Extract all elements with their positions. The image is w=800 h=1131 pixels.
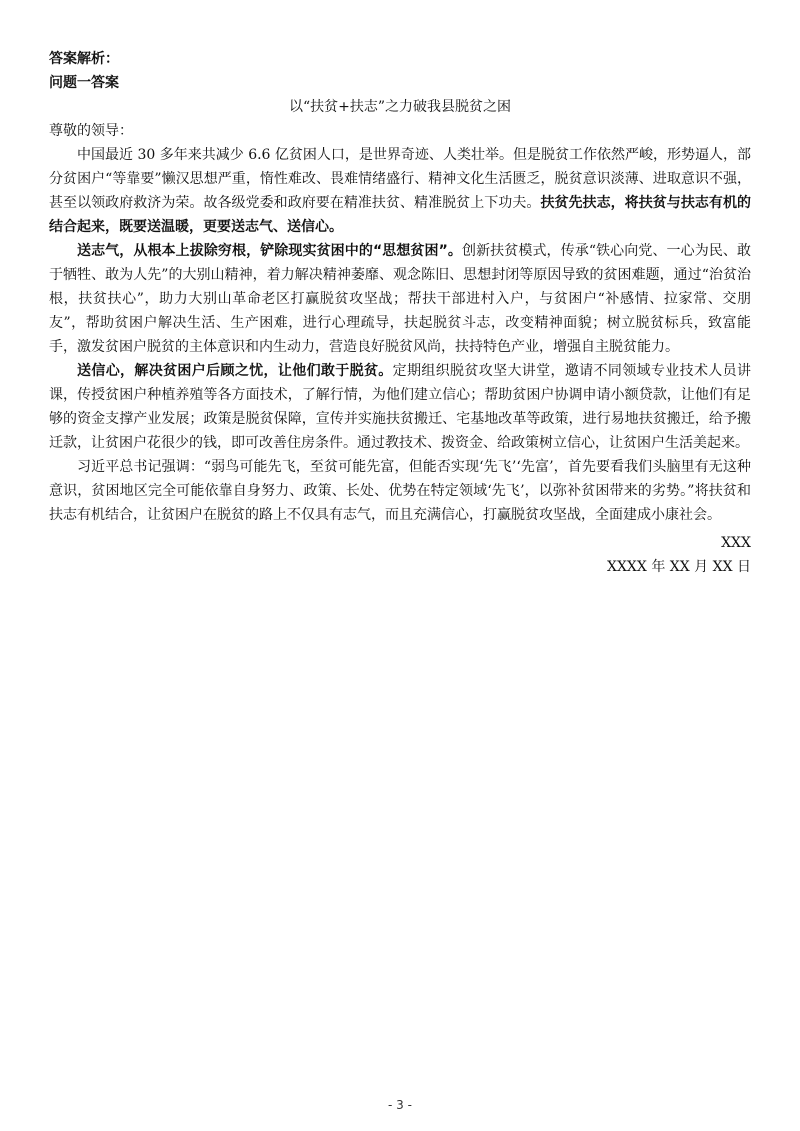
- paragraph-1: [49, 143, 751, 239]
- paragraph-1-text: 中国最近 30 多年来共减少 6.6 亿贫困人口，是世界奇迹、人类壮举。但是脱贫工作依然严峻，形势逼人，部分贫困户“等靠要”懒汉思想严重，惰性难改、畏难情绪盛行、精神文化生活匮乏，脱贫意识淡薄、进取意识不强，甚至以领政府救济为荣。故各级党委和政府要在精准扶贫、精准脱贫上下功夫。: [49, 147, 751, 211]
- paragraph-3-bold: 送信心，解决贫困户后顾之忧，让他们敢于脱贫。: [77, 363, 393, 379]
- paragraph-2: [49, 239, 751, 359]
- paragraph-2-bold: 送志气，从根本上拔除穷根，铲除现实贫困中的“思想贫困”。: [77, 243, 462, 259]
- question1-answer-heading: 问题一答案: [49, 75, 119, 91]
- paragraph-4: [49, 455, 751, 527]
- letter-title: 以“扶贫+扶志”之力破我县脱贫之困: [288, 99, 512, 115]
- page-number: - 3 -: [388, 1098, 412, 1112]
- paragraph-3-text: 定期组织脱贫攻坚大讲堂，邀请不同领域专业技术人员讲课，传授贫困户种植养殖等各方面技术，了解行情，为他们建立信心；帮助贫困户协调申请小额贷款，让他们有足够的资金支撑产业发展；政策是脱贫保障，宣传并实施扶贫搬迁、宅基地改革等政策，进行易地扶贫搬迁，给予搬迁款，让贫困户花很少的钱，即可改善住房条件。通过教技术、拨资金、给政策树立信心，让贫困户生活美起来。: [49, 363, 752, 451]
- letter-salutation: 尊敬的领导：: [49, 123, 133, 139]
- paragraph-2-text: 创新扶贫模式，传承“铁心向党、一心为民、敢于牺牲、敢为人先”的大别山精神，着力解决精神萎靡、观念陈旧、思想封闭等原因导致的贫困难题，通过“治贫治根，扶贫扶心”，助力大别山革命老区打赢脱贫攻坚战；帮扶干部进村入户，与贫困户“补感情、拉家常、交朋友”，帮助贫困户解决生活、生产困难，进行心理疏导，扶起脱贫斗志，改变精神面貌；树立脱贫标兵，致富能手，激发贫困户脱贫的主体意识和内生动力，营造良好脱贫风尚，扶持特色产业，增强自主脱贫能力。: [49, 243, 752, 355]
- signature-date: XXXX 年 XX 月 XX 日: [607, 559, 751, 575]
- signature-name: XXX: [721, 535, 751, 551]
- paragraph-4-text: 习近平总书记强调：“弱鸟可能先飞，至贫可能先富，但能否实现‘先飞’‘先富’，首先要看我们头脑里有无这种意识，贫困地区完全可能依靠自身努力、政策、长处、优势在特定领域‘先飞’，以弥补贫困带来的劣势。”将扶贫和扶志有机结合，让贫困户在脱贫的路上不仅具有志气，而且充满信心，打赢脱贫攻坚战，全面建成小康社会。: [49, 459, 751, 523]
- paragraph-3: [49, 359, 751, 455]
- answer-analysis-heading: 答案解析：: [49, 51, 119, 67]
- paragraph-1-bold: 扶贫先扶志，将扶贫与扶志有机的结合起来，既要送温暖，更要送志气、送信心。: [49, 195, 752, 235]
- document-content: [49, 47, 751, 579]
